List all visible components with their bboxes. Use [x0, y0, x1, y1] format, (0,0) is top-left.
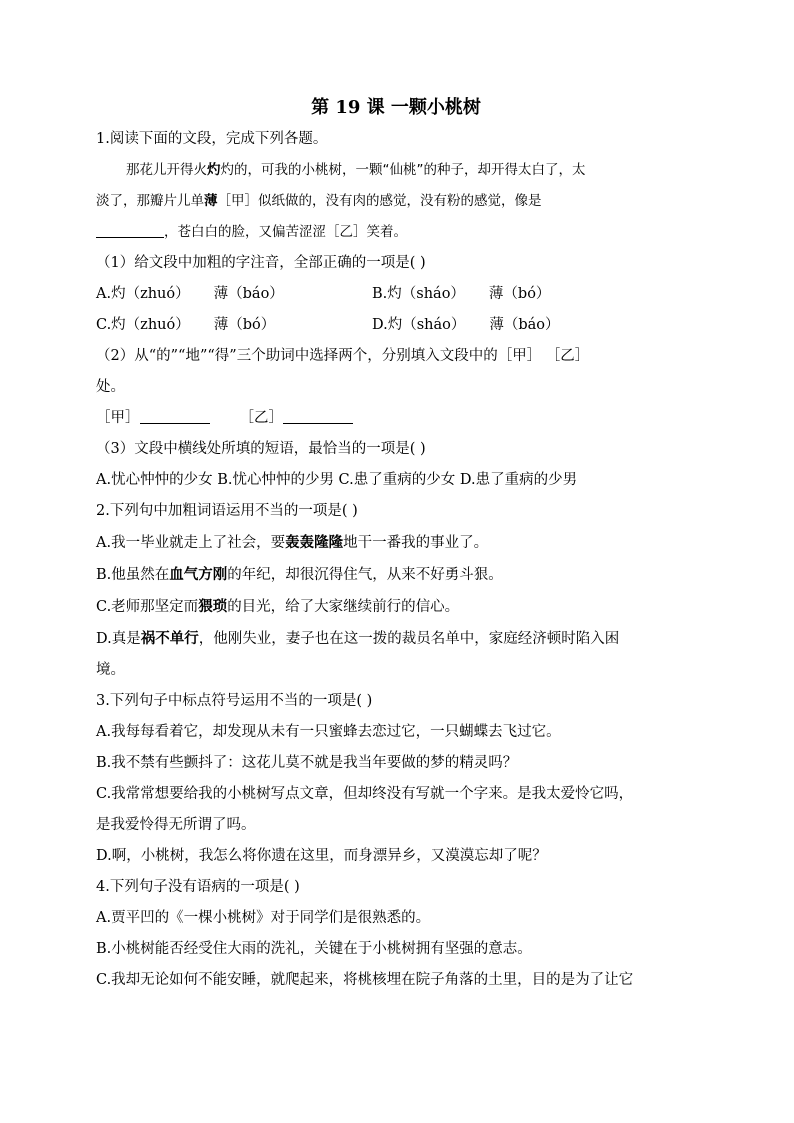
- q3-option-d: D.啊，小桃树，我怎么将你遗在这里，而身漂异乡，又漠漠忘却了呢？: [96, 848, 547, 864]
- q2-prompt: 2.下列句中加粗词语运用不当的一项是( ): [96, 503, 358, 519]
- q1-passage-line-1: 那花儿开得火灼灼的，可我的小桃树，一颗“仙桃”的种子，却开得太白了，太: [126, 162, 586, 178]
- q2-option-c: C.老师那坚定而猥琐的目光，给了大家继续前行的信心。: [96, 598, 460, 615]
- q2-option-a: A.我一毕业就走上了社会，要轰轰隆隆地干一番我的事业了。: [96, 534, 489, 551]
- q4-prompt: 4.下列句子没有语病的一项是( ): [96, 879, 300, 895]
- page-title: 第 19 课 一颗小桃树: [311, 97, 481, 118]
- q1-sub2-answer-row: ［甲］ ［乙］: [96, 403, 686, 434]
- q1-sub2-prompt-cont: 处。: [96, 379, 125, 395]
- option-c[interactable]: C.灼（zhuó）: [96, 317, 190, 333]
- q3-option-b: B.我不禁有些颤抖了：这花儿莫不就是我当年要做的梦的精灵吗？: [96, 755, 518, 771]
- q1-sub3-options: A.忧心忡忡的少女 B.忧心忡忡的少男 C.患了重病的少女 D.患了重病的少男: [96, 472, 578, 488]
- q1-passage-line-3: ，苍白白的脸，又偏苦涩涩［乙］笑着。: [96, 217, 686, 248]
- q3-prompt: 3.下列句子中标点符号运用不当的一项是( ): [96, 693, 373, 709]
- option-b[interactable]: B.灼（sháo）: [372, 286, 465, 302]
- q3-option-a: A.我每每看着它，却发现从未有一只蜜蜂去恋过它，一只蝴蝶去飞过它。: [96, 724, 561, 740]
- q1-sub1-prompt: （1）给文段中加粗的字注音，全部正确的一项是( ): [96, 255, 426, 271]
- q4-option-a: A.贾平凹的《一棵小桃树》对于同学们是很熟悉的。: [96, 910, 431, 926]
- q4-option-c: C.我却无论如何不能安睡，就爬起来，将桃核埋在院子角落的土里，目的是为了让它: [96, 972, 634, 988]
- q3-option-c: C.我常常想要给我的小桃树写点文章，但却终没有写就一个字来。是我太爱怜它吗，: [96, 786, 634, 802]
- q2-option-b: B.他虽然在血气方刚的年纪，却很沉得住气，从来不好勇斗狠。: [96, 566, 503, 583]
- bold-char-zhuo: 灼: [207, 162, 221, 178]
- q1-sub2-prompt: （2）从“的”“地”“得”三个助词中选择两个，分别填入文段中的［甲］ ［乙］: [96, 348, 590, 364]
- q2-option-d: D.真是祸不单行，他刚失业，妻子也在这一拨的裁员名单中，家庭经济顿时陷入困: [96, 630, 620, 647]
- answer-blank-yi[interactable]: [283, 407, 353, 424]
- bold-char-bao: 薄: [204, 193, 218, 209]
- q3-option-c-cont: 是我爱怜得无所谓了吗。: [96, 817, 256, 833]
- option-d[interactable]: D.灼（sháo）: [372, 317, 466, 333]
- option-a[interactable]: A.灼（zhuó）: [96, 286, 190, 302]
- q1-sub1-options-cd: C.灼（zhuó） 薄（bó） D.灼（sháo） 薄（báo）: [96, 317, 560, 333]
- q4-option-b: B.小桃树能否经受住大雨的洗礼，关键在于小桃树拥有坚强的意志。: [96, 941, 532, 957]
- q1-sub3-prompt: （3）文段中横线处所填的短语，最恰当的一项是( ): [96, 441, 426, 457]
- q1-prompt: 1.阅读下面的文段，完成下列各题。: [96, 131, 328, 147]
- passage-blank[interactable]: [96, 221, 164, 238]
- q1-sub1-options-ab: A.灼（zhuó） 薄（báo） B.灼（sháo） 薄（bó）: [96, 286, 551, 302]
- answer-blank-jia[interactable]: [140, 407, 210, 424]
- q2-option-d-cont: 境。: [96, 662, 125, 678]
- q1-passage-line-2: 淡了，那瓣片儿单薄［甲］似纸做的，没有肉的感觉，没有粉的感觉，像是: [96, 193, 542, 209]
